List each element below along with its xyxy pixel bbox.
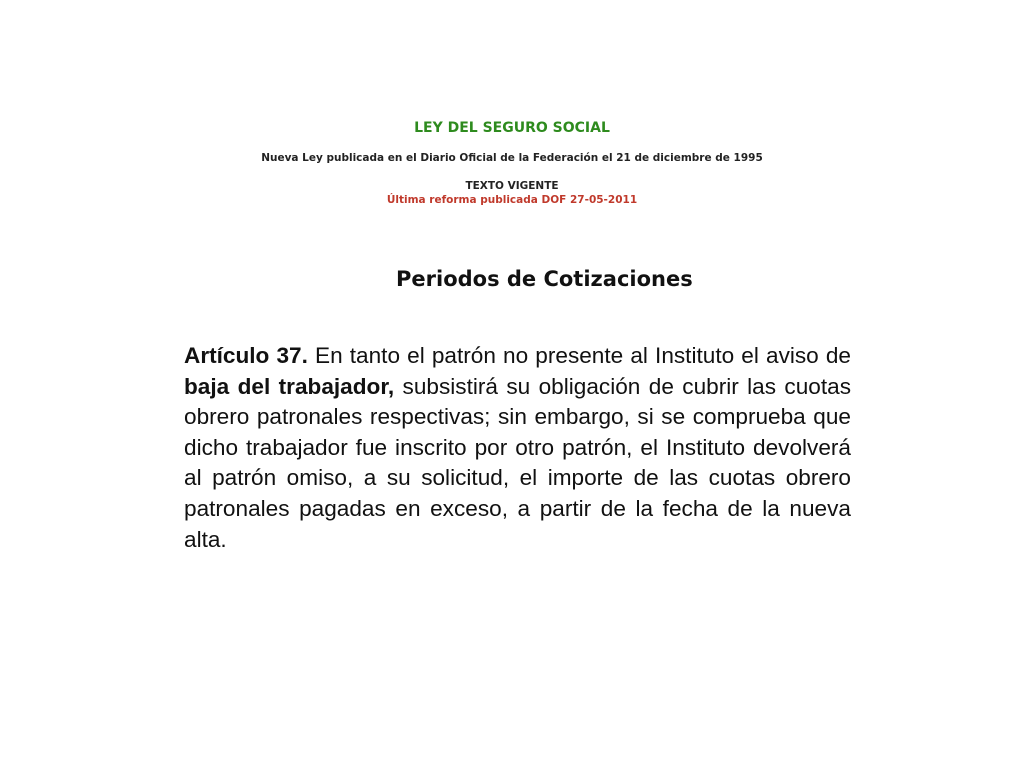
article-paragraph [184,341,851,555]
article-text-part-1: En tanto el patrón no presente al Instituto el aviso de [307,343,851,368]
article-text-part-2: subsistirá su obligación de cubrir las cuotas obrero patronales respectivas; sin embargo, si se comprueba que dicho trabajador fue inscrito por otro patrón, el Instituto devolverá al patrón omiso, a su solicitud, el importe de las cuotas obrero patronales pagadas en exceso, a partir de la fecha de la nueva alta. [184,373,851,552]
article-emphasis: baja del trabajador, [184,373,395,399]
status-label: TEXTO VIGENTE [465,180,559,192]
law-title: LEY DEL SEGURO SOCIAL [414,120,610,136]
article-label: Artículo 37. [184,343,308,368]
section-heading: Periodos de Cotizaciones [396,267,693,291]
publication-note: Nueva Ley publicada en el Diario Oficial de la Federación el 21 de diciembre de 1995 [261,152,763,164]
reform-note: Última reforma publicada DOF 27-05-2011 [386,194,638,206]
document-header [0,118,1024,207]
